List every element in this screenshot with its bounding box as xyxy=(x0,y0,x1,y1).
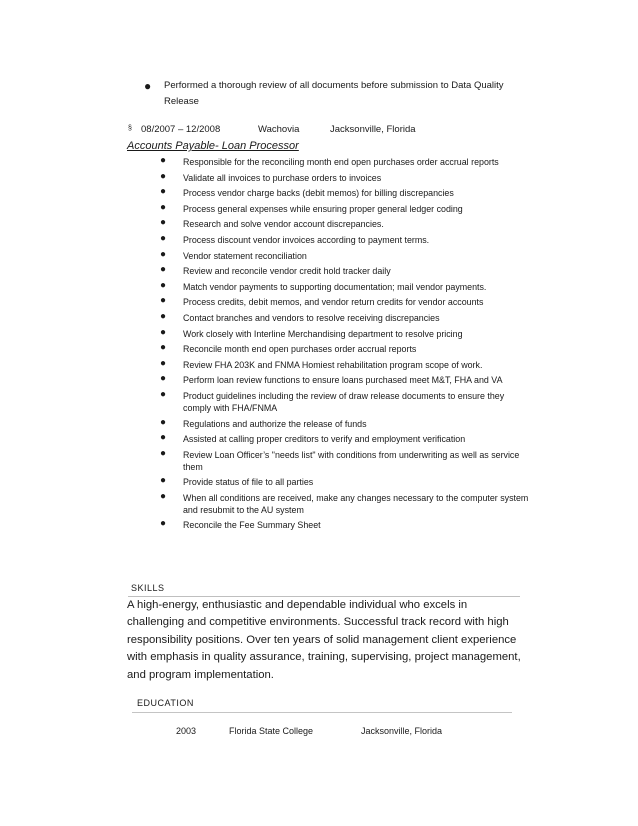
education-location: Jacksonville, Florida xyxy=(361,726,443,736)
education-divider xyxy=(132,712,512,713)
duty-text: Responsible for the reconciling month end open purchases order accrual reports xyxy=(183,157,499,167)
duty-text: Product guidelines including the review of draw release documents to ensure they comply with FHA/FNMA xyxy=(183,390,505,413)
bullet-icon: ● xyxy=(160,264,167,276)
duty-text: Contact branches and vendors to resolve receiving discrepancies xyxy=(183,312,440,323)
job-header xyxy=(0,124,638,138)
bullet-icon: ● xyxy=(160,279,167,291)
duty-item xyxy=(160,187,530,199)
bullet-icon: ● xyxy=(160,232,167,244)
skills-summary: A high-energy, enthusiastic and dependable individual who excels in challenging and competitive environments. Successful track record with high responsibility positions. Over ten years of solid management client experience with emphasis in quality assurance, training, supervising, project management, and program implementation. xyxy=(127,599,521,681)
duty-item xyxy=(160,172,530,184)
bullet-icon: ● xyxy=(160,373,167,385)
duty-item xyxy=(160,374,530,386)
duty-item xyxy=(160,418,530,430)
duty-item xyxy=(160,476,530,488)
bullet-icon: ● xyxy=(160,326,167,338)
job-title: Accounts Payable- Loan Processor xyxy=(127,140,299,152)
bullet-icon: ● xyxy=(160,432,167,444)
duty-item xyxy=(160,218,530,230)
bullet-icon: ● xyxy=(160,518,167,530)
bullet-icon: ● xyxy=(160,217,167,229)
bullet-icon: ● xyxy=(160,388,167,400)
duty-item xyxy=(160,492,530,516)
duty-text: Process credits, debit memos, and vendor return credits for vendor accounts xyxy=(183,297,484,308)
duty-text: Process vendor charge backs (debit memos) for billing discrepancies xyxy=(183,188,454,199)
duty-text: Perform loan review functions to ensure loans purchased meet M&T, FHA and VA xyxy=(183,375,503,386)
bullet-icon: ● xyxy=(160,342,167,354)
duty-item xyxy=(160,343,530,355)
duty-item xyxy=(160,296,530,308)
duty-text: When all conditions are received, make any changes necessary to the computer system and resubmit to the AU system xyxy=(183,492,529,515)
duty-item xyxy=(160,359,530,371)
duty-text: Review and reconcile vendor credit hold tracker daily xyxy=(183,266,391,277)
job-location: Jacksonville, Florida xyxy=(330,124,416,135)
duty-text: Research and solve vendor account discrepancies. xyxy=(183,219,384,230)
duty-text: Reconcile month end open purchases order accrual reports xyxy=(183,344,417,355)
duty-text: Work closely with Interline Merchandising department to resolve pricing xyxy=(183,328,463,339)
previous-job-bullet-text: Performed a thorough review of all documents before submission to Data Quality Release xyxy=(164,80,504,107)
job-duties-list xyxy=(160,156,530,535)
skills-heading: SKILLS xyxy=(131,583,165,593)
duty-item xyxy=(160,250,530,262)
bullet-icon: ● xyxy=(160,475,167,487)
duty-item xyxy=(160,281,530,293)
duty-text: Reconcile the Fee Summary Sheet xyxy=(183,520,321,531)
education-heading: EDUCATION xyxy=(137,698,194,708)
education-school: Florida State College xyxy=(229,726,314,736)
duty-item xyxy=(160,328,530,340)
bullet-icon: ● xyxy=(160,416,167,428)
duty-item xyxy=(160,312,530,324)
bullet-icon: ● xyxy=(160,310,167,322)
previous-job-bullet xyxy=(144,78,528,110)
duty-item xyxy=(160,156,530,168)
duty-text: Validate all invoices to purchase orders to invoices xyxy=(183,172,382,183)
duty-item xyxy=(160,265,530,277)
bullet-icon: ● xyxy=(160,357,167,369)
duty-text: Provide status of file to all parties xyxy=(183,477,314,488)
bullet-icon: ● xyxy=(160,248,167,260)
duty-item xyxy=(160,234,530,246)
job-dates: 08/2007 – 12/2008 xyxy=(141,124,221,135)
duty-item xyxy=(160,203,530,215)
bullet-icon: ● xyxy=(144,79,152,93)
bullet-icon: ● xyxy=(160,447,167,459)
bullet-icon: ● xyxy=(160,295,167,307)
duty-text: Review FHA 203K and FNMA Homiest rehabilitation program scope of work. xyxy=(183,359,483,370)
duty-text: Review Loan Officer’s "needs list" with conditions from underwriting as well as service them xyxy=(183,449,520,472)
job-company: Wachovia xyxy=(258,124,300,135)
bullet-icon: ● xyxy=(160,155,167,166)
bullet-icon: ● xyxy=(160,201,167,213)
duty-text: Regulations and authorize the release of funds xyxy=(183,418,367,429)
duty-item xyxy=(160,519,530,531)
bullet-icon: ● xyxy=(160,186,167,198)
section-marker-icon: § xyxy=(128,125,132,132)
duty-text: Vendor statement reconciliation xyxy=(183,250,307,261)
duty-text: Process discount vendor invoices according to payment terms. xyxy=(183,234,430,245)
education-year: 2003 xyxy=(176,726,197,736)
duty-text: Assisted at calling proper creditors to verify and employment verification xyxy=(183,434,466,445)
duty-text: Process general expenses while ensuring proper general ledger coding xyxy=(183,203,463,214)
duty-item xyxy=(160,390,530,414)
duty-item xyxy=(160,449,530,473)
bullet-icon: ● xyxy=(160,170,167,182)
duty-text: Match vendor payments to supporting documentation; mail vendor payments. xyxy=(183,281,487,292)
duty-item xyxy=(160,433,530,445)
bullet-icon: ● xyxy=(160,490,167,502)
